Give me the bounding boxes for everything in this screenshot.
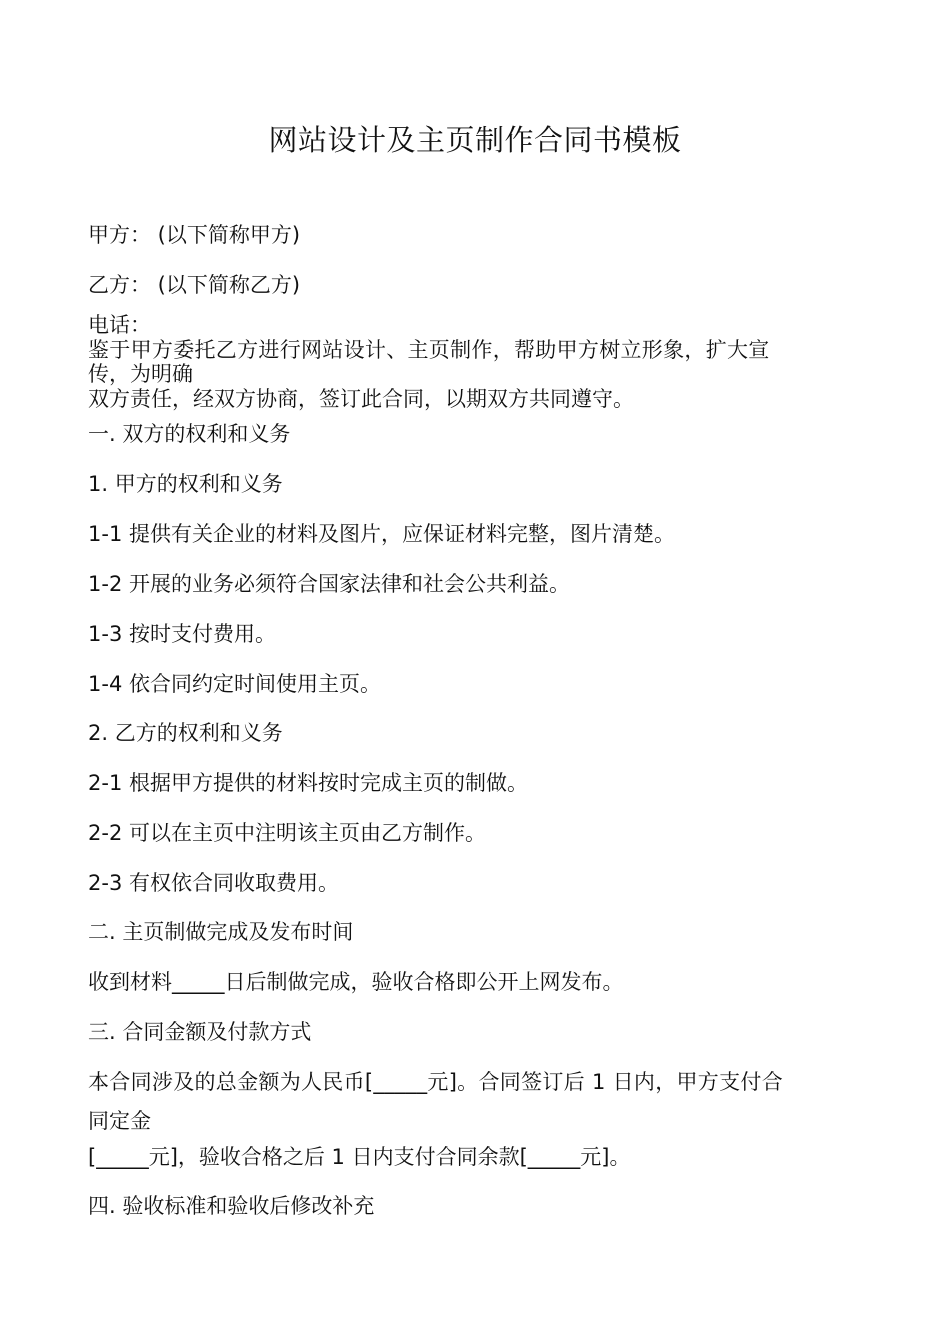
subsection-heading-2: 2. 乙方的权利和义务 [88,721,283,745]
payment-line-1: 本合同涉及的总金额为人民币[_____元]。合同签订后 1 日内，甲方支付合 [88,1070,783,1094]
section-heading-1: 一. 双方的权利和义务 [88,422,291,446]
phone-line: 电话： [88,313,151,337]
preamble-line-3: 双方责任，经双方协商，签订此合同，以期双方共同遵守。 [88,387,634,411]
clause-2-2: 2-2 可以在主页中注明该主页由乙方制作。 [88,821,486,845]
section-heading-3: 三. 合同金额及付款方式 [88,1020,312,1044]
section-heading-2: 二. 主页制做完成及发布时间 [88,920,354,944]
clause-2-1: 2-1 根据甲方提供的材料按时完成主页的制做。 [88,771,528,795]
party-b-line: 乙方： (以下简称乙方) [88,273,301,297]
party-a-line: 甲方： (以下简称甲方) [88,223,301,247]
document-title: 网站设计及主页制作合同书模板 [268,123,682,157]
subsection-heading-1: 1. 甲方的权利和义务 [88,472,283,496]
payment-line-3: [_____元]，验收合格之后 1 日内支付合同余款[_____元]。 [88,1145,631,1169]
clause-2-3: 2-3 有权依合同收取费用。 [88,871,339,895]
clause-1-4: 1-4 依合同约定时间使用主页。 [88,672,381,696]
clause-1-2: 1-2 开展的业务必须符合国家法律和社会公共利益。 [88,572,570,596]
section-heading-4: 四. 验收标准和验收后修改补充 [88,1194,375,1218]
preamble-line-2: 传，为明确 [88,362,193,386]
clause-1-1: 1-1 提供有关企业的材料及图片，应保证材料完整，图片清楚。 [88,522,675,546]
clause-1-3: 1-3 按时支付费用。 [88,622,276,646]
payment-line-2: 同定金 [88,1109,151,1133]
completion-clause: 收到材料_____日后制做完成，验收合格即公开上网发布。 [88,970,624,994]
preamble-line-1: 鉴于甲方委托乙方进行网站设计、主页制作，帮助甲方树立形象，扩大宣 [88,338,770,362]
